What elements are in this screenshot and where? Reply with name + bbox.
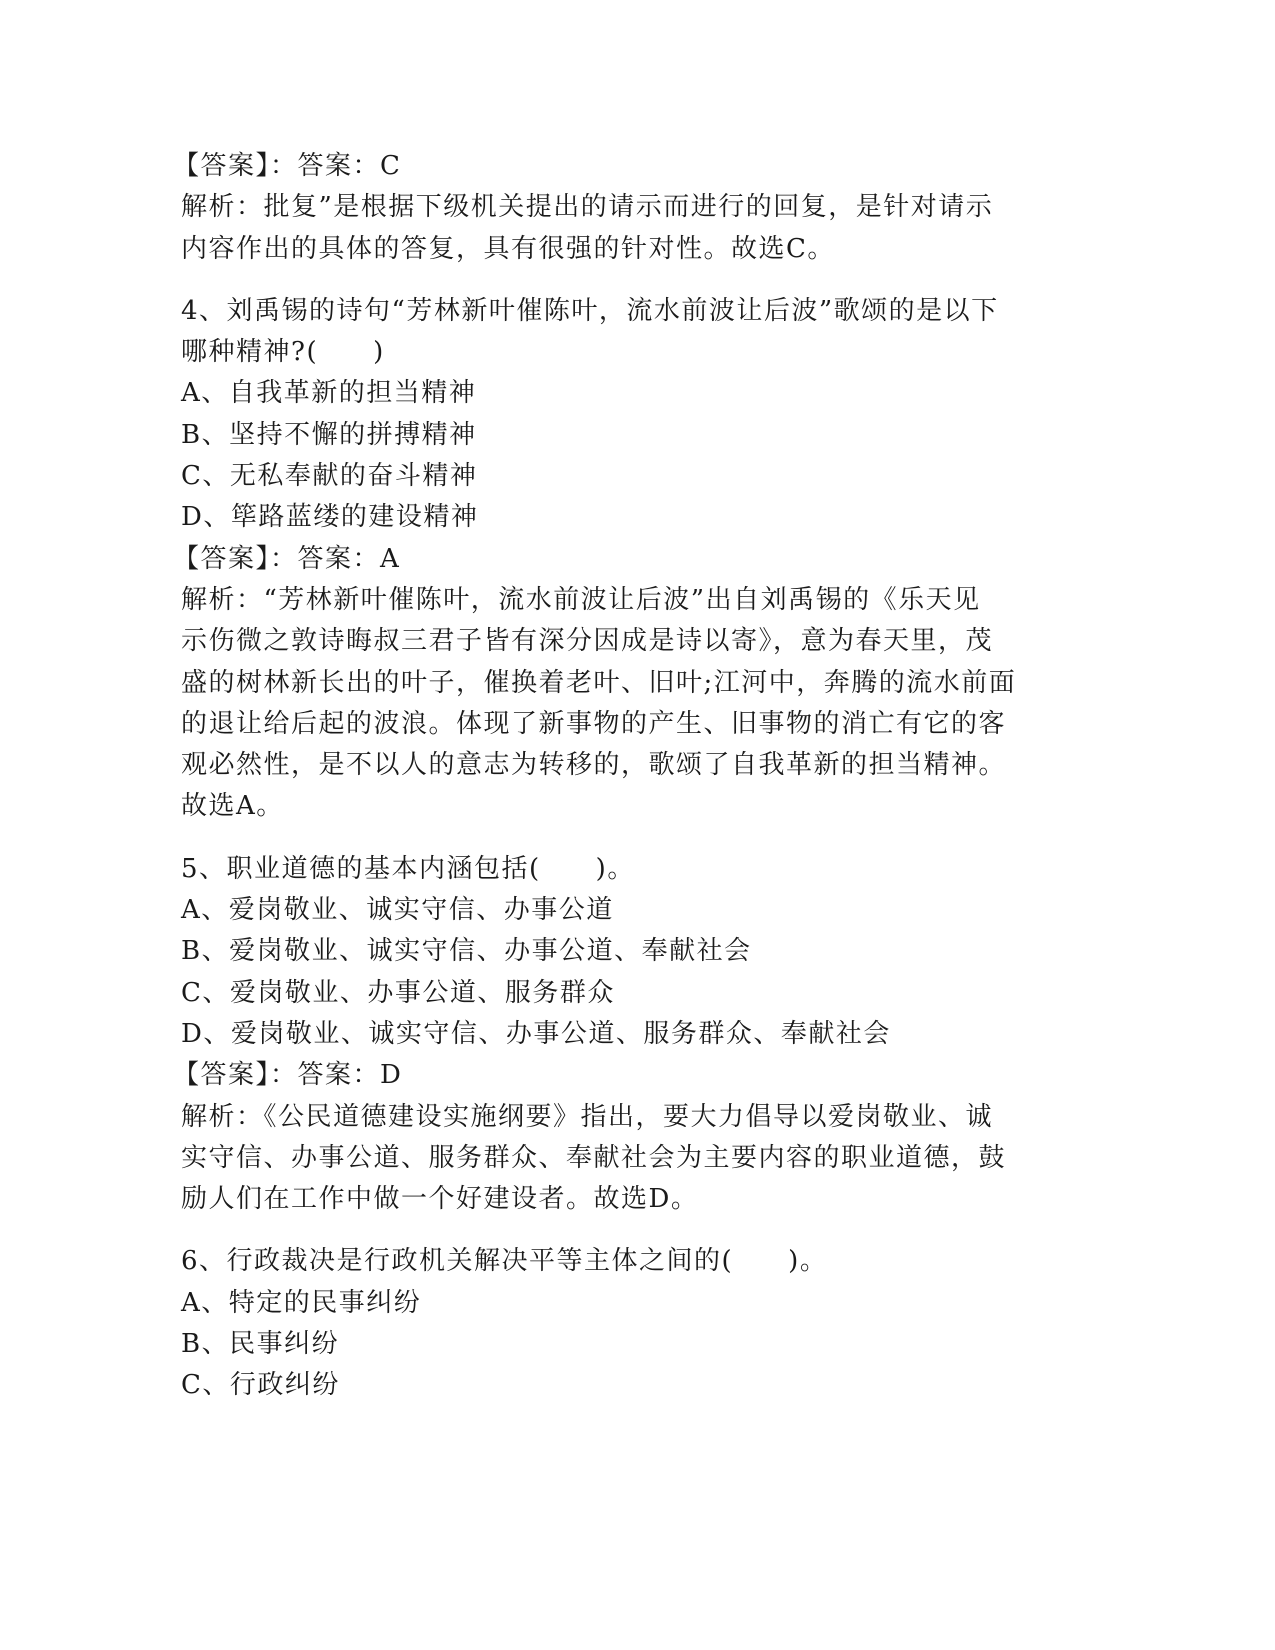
explanation-line: 盛的树林新长出的叶子，催换着老叶、旧叶;江河中，奔腾的流水前面 [181,667,1017,698]
option-b: B、民事纠纷 [181,1329,340,1360]
answer-line [173,146,1061,187]
question-line: 5、职业道德的基本内涵包括( )。 [181,853,635,884]
question-line: 哪种精神?( ) [181,337,385,368]
answer-value: ：答案：A [270,543,401,574]
option-c: C、爱岗敬业、办事公道、服务群众 [181,977,615,1008]
option-a: A、自我革新的担当精神 [181,378,477,409]
explanation-line: 的退让给后起的波浪。体现了新事物的产生、旧事物的消亡有它的客 [181,708,1007,739]
option-d: D、爱岗敬业、诚实守信、办事公道、服务群众、奉献社会 [181,1018,891,1049]
answer-label: 【答案】 [173,1060,271,1091]
answer-label: 【答案】 [173,151,271,181]
option-c: C、无私奉献的奋斗精神 [181,461,478,492]
explanation-line: 励人们在工作中做一个好建设者。故选D。 [181,1184,699,1215]
explanation-line: 故选A。 [181,791,284,822]
spacer [181,1220,1061,1241]
explanation-line: 解析：批复”是根据下级机关提出的请示而进行的回复，是针对请示 [181,192,994,223]
option-b: B、坚持不懈的拼搏精神 [181,419,477,450]
explanation-line: 示伤微之敦诗晦叔三君子皆有深分因成是诗以寄》，意为春天里，茂 [181,626,994,657]
option-a: A、特定的民事纠纷 [181,1287,422,1318]
spacer [181,270,1061,291]
question-line: 4、刘禹锡的诗句“芳林新叶催陈叶，流水前波让后波”歌颂的是以下 [181,295,999,326]
document-content [173,146,1061,1407]
option-b: B、爱岗敬业、诚实守信、办事公道、奉献社会 [181,936,752,967]
option-a: A、爱岗敬业、诚实守信、办事公道 [181,895,614,926]
answer-line [173,539,1061,580]
answer-line [173,1055,1061,1096]
explanation-line: 解析：《公民道德建设实施纲要》指出，要大力倡导以爱岗敬业、诚 [181,1101,994,1132]
option-d: D、筚路蓝缕的建设精神 [181,502,479,533]
explanation-line: 解析：“芳林新叶催陈叶，流水前波让后波”出自刘禹锡的《乐天见 [181,584,981,615]
explanation-line: 内容作出的具体的答复，具有很强的针对性。故选C。 [181,233,835,264]
answer-label: 【答案】 [173,543,271,574]
answer-value: ：答案：C [270,151,402,181]
option-c: C、行政纠纷 [181,1370,340,1401]
spacer [181,828,1061,849]
explanation-line: 观必然性，是不以人的意志为转移的，歌颂了自我革新的担当精神。 [181,750,1007,781]
answer-value: ：答案：D [270,1060,403,1091]
explanation-line: 实守信、办事公道、服务群众、奉献社会为主要内容的职业道德，鼓 [181,1142,1007,1173]
question-line: 6、行政裁决是行政机关解决平等主体之间的( )。 [181,1246,828,1277]
